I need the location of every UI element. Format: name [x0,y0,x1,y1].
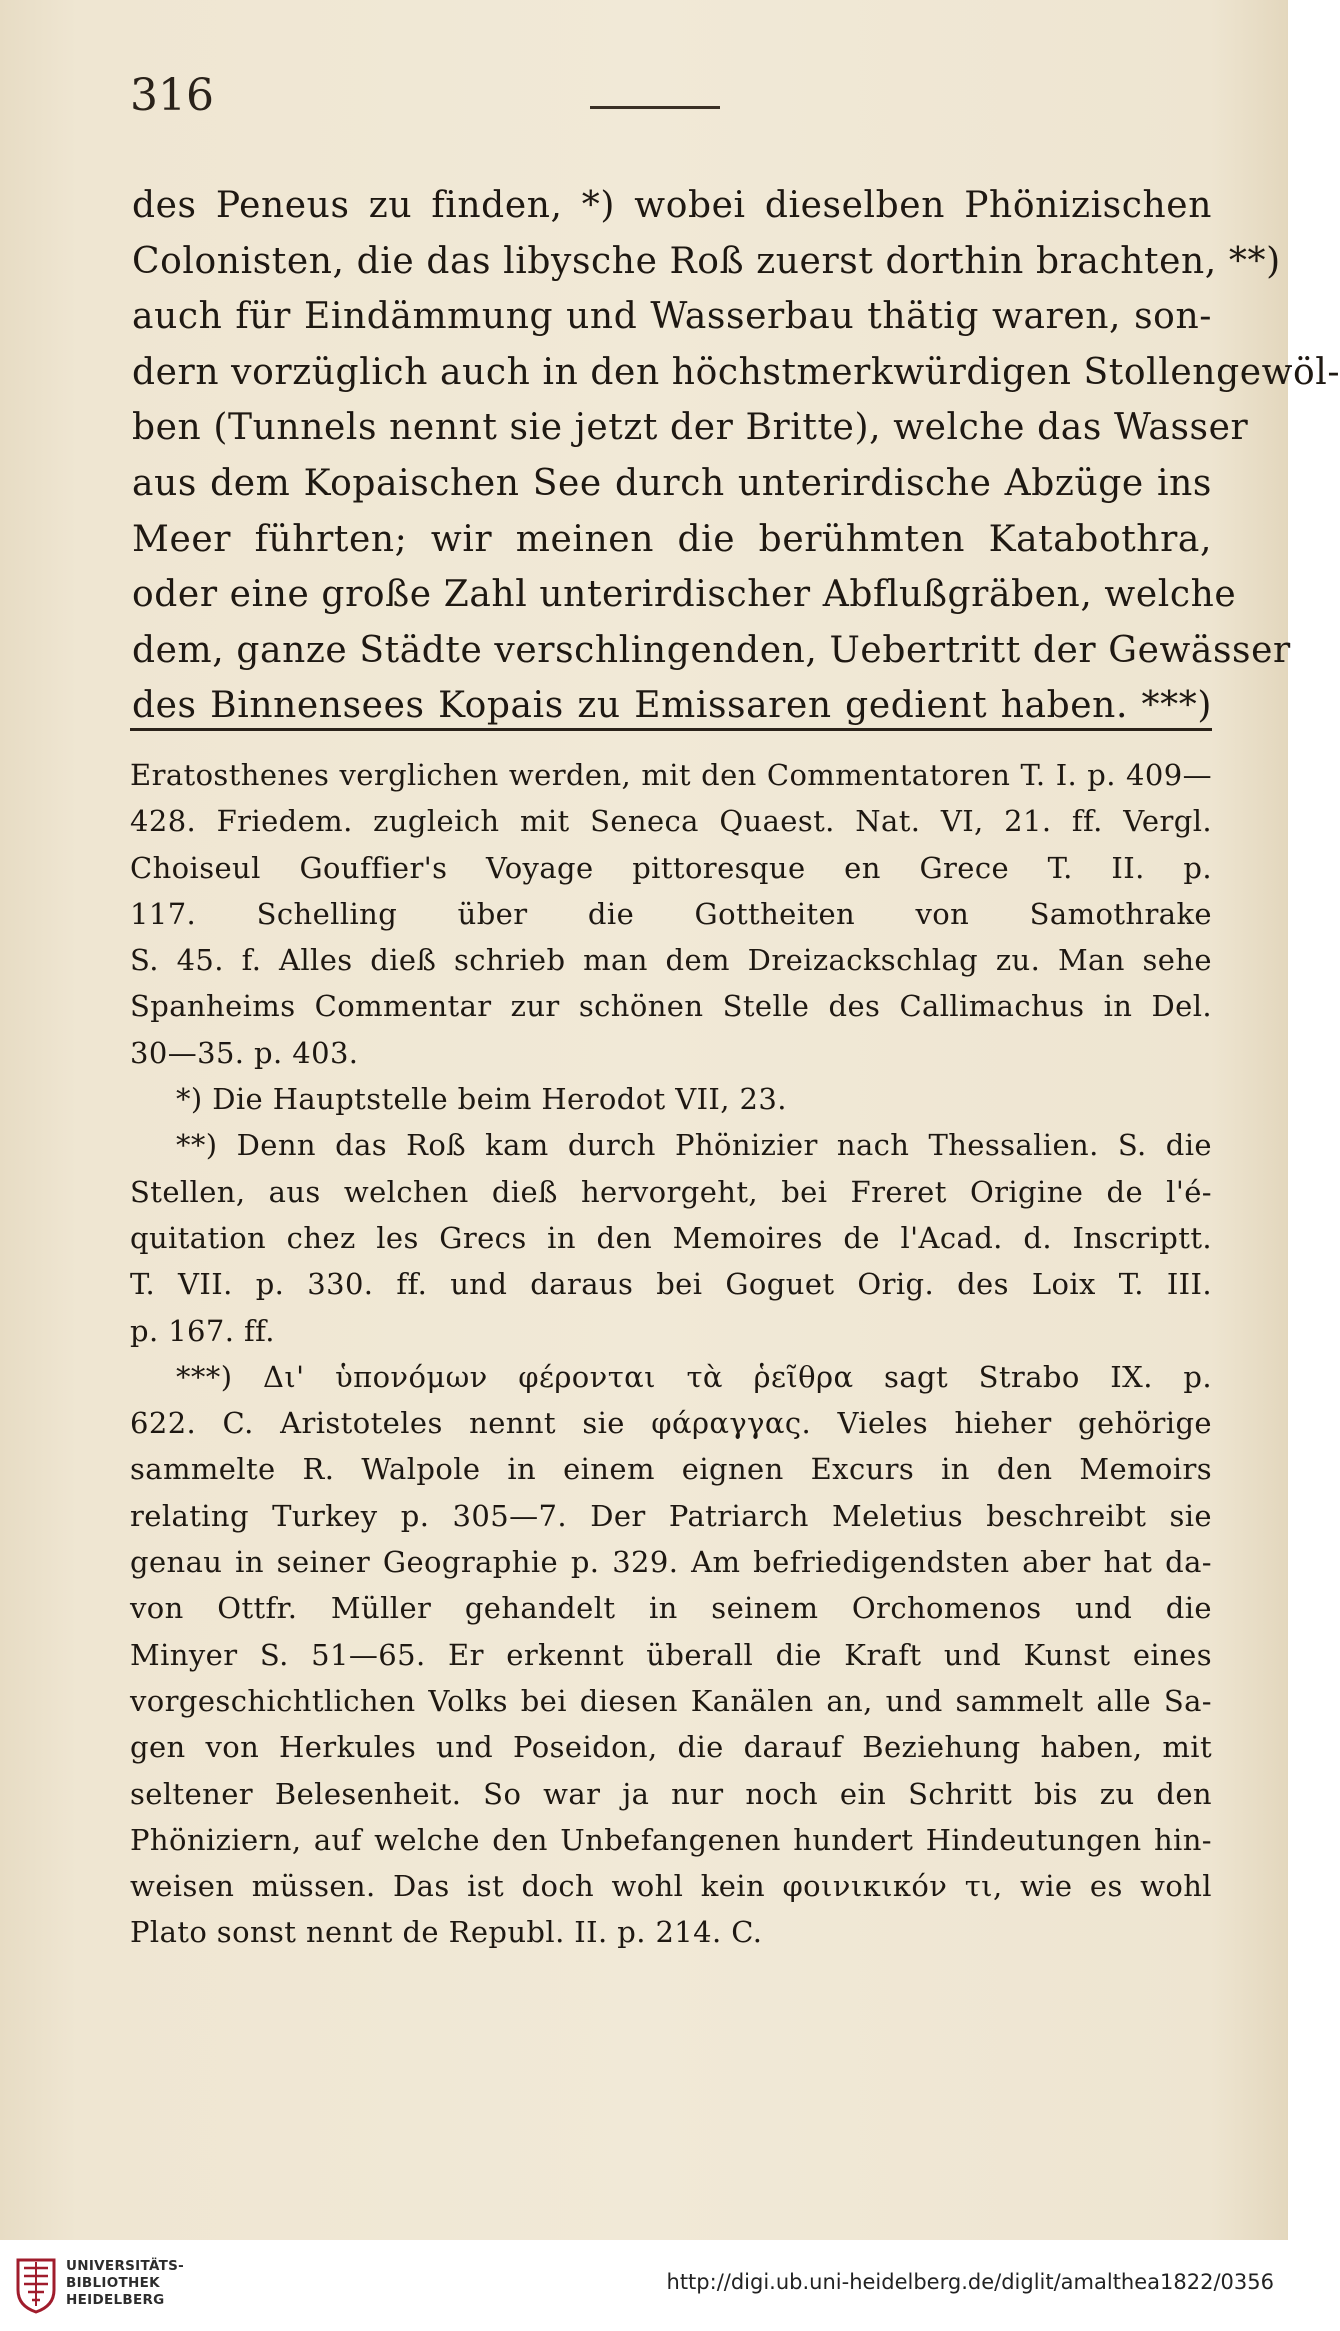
page-header [130,70,1210,130]
header-rule [590,106,720,109]
institution-line: UNIVERSITÄTS- [66,2258,185,2274]
note-line: p. 167. ff. [130,1313,275,1348]
institution-line: HEIDELBERG [66,2292,165,2308]
text-line: des Peneus zu finden, *) wobei dieselben Phönizischen [132,185,1212,226]
note-line: relating Turkey p. 305—7. Der Patriarch Meletius beschreibt sie [130,1498,1212,1533]
note-line: sammelte R. Walpole in einem eignen Excurs in den Memoirs [130,1452,1212,1487]
text-line: Meer führten; wir meinen die berühmten Katabothra, [132,518,1212,560]
note-line: S. 45. f. Alles dieß schrieb man dem Dreizackschlag zu. Man sehe [130,943,1212,978]
note-line: Spanheims Commentar zur schönen Stelle des Callimachus in Del. [130,989,1212,1024]
note-line: Choiseul Gouffier's Voyage pittoresque en Grece T. II. p. [130,850,1212,885]
note-line: Stellen, aus welchen dieß hervorgeht, bei Freret Origine de l'é- [130,1174,1212,1209]
source-url[interactable]: http://digi.ub.uni-heidelberg.de/diglit/amalthea1822/0356 [666,2270,1274,2294]
note-line: von Ottfr. Müller gehandelt in seinem Orchomenos und die [130,1591,1212,1626]
footnote-divider [130,728,1212,731]
note-line: 30—35. p. 403. [130,1035,359,1070]
page-number: 316 [130,70,214,121]
note-line: Plato sonst nennt de Republ. II. p. 214. C. [130,1915,763,1950]
note-line: Minyer S. 51—65. Er erkennt überall die Kraft und Kunst eines [130,1637,1212,1672]
note-line: seltener Belesenheit. So war ja nur noch ein Schritt bis zu den [130,1776,1212,1811]
note-line: 117. Schelling über die Gottheiten von Samothrake [130,896,1212,931]
note-line: vorgeschichtlichen Volks bei diesen Kanälen an, und sammelt alle Sa- [130,1683,1212,1718]
note-line: gen von Herkules und Poseidon, die darauf Beziehung haben, mit [130,1730,1212,1765]
note-line: **) Denn das Roß kam durch Phönizier nach Thessalien. S. die [176,1128,1212,1163]
institution-name [66,2258,184,2309]
university-seal-icon [14,2254,58,2316]
note-line: weisen müssen. Das ist doch wohl kein φοινικικόν τι, wie es wohl [130,1869,1212,1904]
text-line: dem, ganze Städte verschlingenden, Uebertritt der Gewässer [132,629,1291,671]
main-text [132,178,1340,734]
institution-line: BIBLIOTHEK [66,2275,160,2291]
footnotes [130,752,1212,1956]
text-line: Colonisten, die das libysche Roß zuerst dorthin brachten, **) [132,240,1281,282]
note-line: 428. Friedem. zugleich mit Seneca Quaest. Nat. VI, 21. ff. Vergl. [130,804,1212,839]
text-line: des Binnensees Kopais zu Emissaren gedient haben. ***) [132,685,1212,727]
text-line: dern vorzüglich auch in den höchstmerkwürdigen Stollengewöl- [132,351,1340,393]
footer-bar [0,2240,1288,2331]
text-line: auch für Eindämmung und Wasserbau thätig waren, son- [132,296,1212,338]
text-line: aus dem Kopaischen See durch unterirdische Abzüge ins [132,462,1212,504]
note-line: quitation chez les Grecs in den Memoires de l'Acad. d. Inscriptt. [130,1220,1212,1255]
note-line: Phöniziern, auf welche den Unbefangenen hundert Hindeutungen hin- [130,1822,1212,1857]
note-line: *) Die Hauptstelle beim Herodot VII, 23. [176,1082,787,1117]
note-line: 622. C. Aristoteles nennt sie φάραγγας. Vieles hieher gehörige [130,1406,1212,1441]
text-line: ben (Tunnels nennt sie jetzt der Britte), welche das Wasser [132,407,1249,449]
note-line: Eratosthenes verglichen werden, mit den Commentatoren T. I. p. 409— [130,758,1212,792]
text-line: oder eine große Zahl unterirdischer Abflußgräben, welche [132,574,1237,616]
note-line: genau in seiner Geographie p. 329. Am befriedigendsten aber hat da- [130,1545,1212,1580]
note-line: T. VII. p. 330. ff. und daraus bei Goguet Orig. des Loix T. III. [130,1267,1212,1302]
note-line: ***) Δι' ὑπονόμων φέρονται τὰ ῥεῖθρα sagt Strabo IX. p. [176,1359,1212,1394]
